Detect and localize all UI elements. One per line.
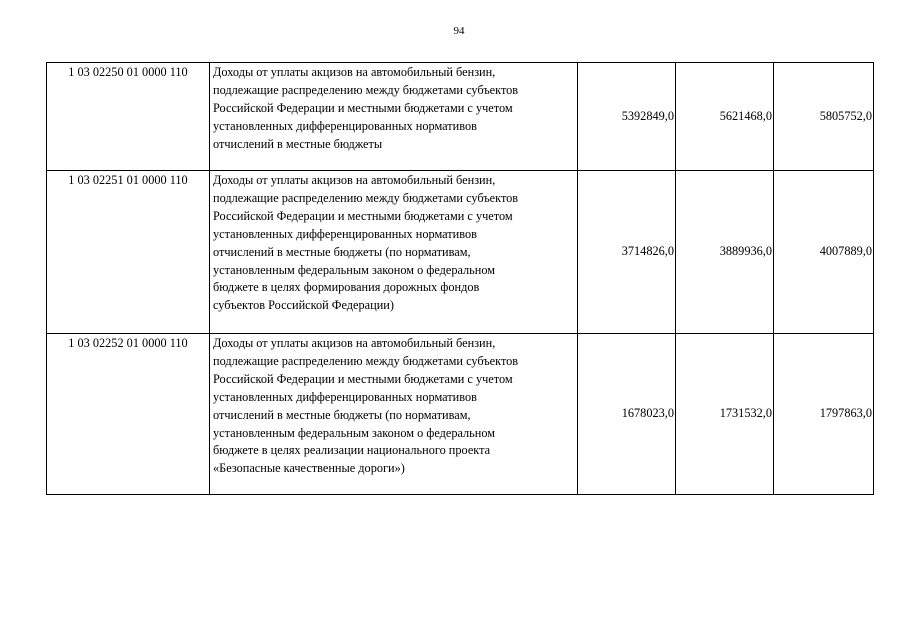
- description-line: Российской Федерации и местными бюджетами с учетом: [213, 100, 513, 115]
- value-year-3: 1797863,0: [774, 334, 874, 495]
- description: [210, 63, 578, 171]
- value-year-1: 1678023,0: [578, 334, 676, 495]
- value-year-2: 1731532,0: [676, 334, 774, 495]
- description-line: «Безопасные качественные дороги»): [213, 461, 405, 476]
- description-line: Российской Федерации и местными бюджетами с учетом: [213, 208, 513, 223]
- description-line: установленных дифференцированных нормативов: [213, 118, 477, 133]
- description-line: Доходы от уплаты акцизов на автомобильный бензин,: [213, 336, 496, 350]
- value-year-1: 3714826,0: [578, 171, 676, 334]
- description-line: подлежащие распределению между бюджетами субъектов: [213, 82, 519, 97]
- value-year-2: 5621468,0: [676, 63, 774, 171]
- description-line: субъектов Российской Федерации): [213, 298, 394, 313]
- budget-code: 1 03 02251 01 0000 110: [47, 171, 210, 334]
- description: [210, 334, 578, 495]
- description-line: бюджете в целях формирования дорожных фондов: [213, 280, 480, 295]
- description-line: установленных дифференцированных нормативов: [213, 389, 477, 404]
- budget-code: 1 03 02250 01 0000 110: [47, 63, 210, 171]
- page-number: 94: [453, 25, 465, 37]
- description-line: бюджете в целях реализации национального проекта: [213, 443, 491, 458]
- description-line: отчислений в местные бюджеты (по нормативам,: [213, 407, 471, 422]
- description-line: отчислений в местные бюджеты (по нормативам,: [213, 244, 471, 259]
- value-year-2: 3889936,0: [676, 171, 774, 334]
- description-line: установленным федеральным законом о федеральном: [213, 425, 496, 440]
- value-year-1: 5392849,0: [578, 63, 676, 171]
- description-line: установленным федеральным законом о федеральном: [213, 262, 496, 277]
- description: [210, 171, 578, 334]
- value-year-3: 4007889,0: [774, 171, 874, 334]
- table-row: [47, 63, 874, 171]
- budget-code: 1 03 02252 01 0000 110: [47, 334, 210, 495]
- description-line: установленных дифференцированных нормативов: [213, 226, 477, 241]
- description-line: Доходы от уплаты акцизов на автомобильный бензин,: [213, 65, 496, 79]
- table-row: [47, 171, 874, 334]
- description-line: подлежащие распределению между бюджетами субъектов: [213, 190, 519, 205]
- description-line: подлежащие распределению между бюджетами субъектов: [213, 353, 519, 368]
- table-row: [47, 334, 874, 495]
- revenue-table: [46, 62, 874, 495]
- value-year-3: 5805752,0: [774, 63, 874, 171]
- description-line: отчислений в местные бюджеты: [213, 136, 383, 151]
- description-line: Российской Федерации и местными бюджетами с учетом: [213, 371, 513, 386]
- description-line: Доходы от уплаты акцизов на автомобильный бензин,: [213, 173, 496, 187]
